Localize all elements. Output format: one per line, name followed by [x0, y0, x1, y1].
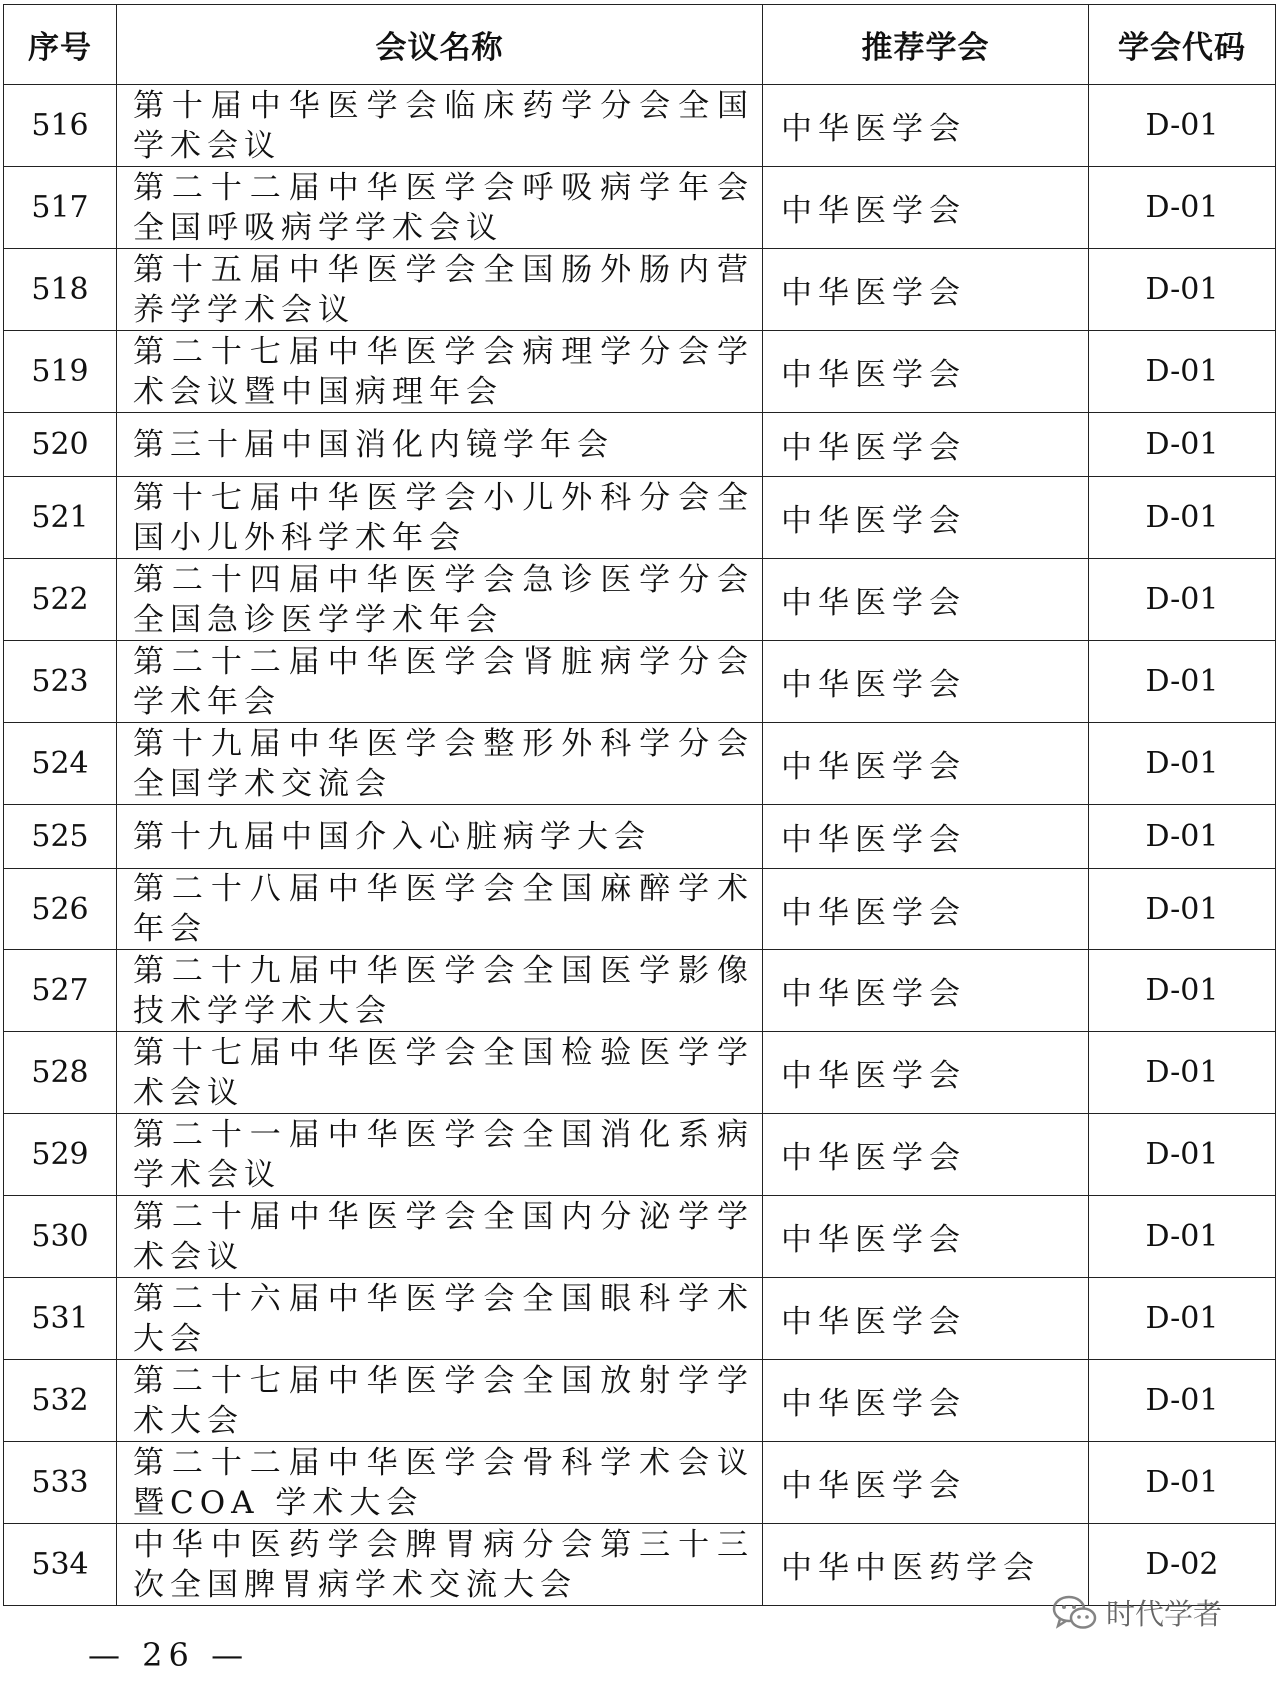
row-conference-name: 第十九届中国介入心脏病学大会 [117, 805, 763, 869]
table-row [4, 869, 1276, 950]
row-code: D-01 [1089, 249, 1276, 331]
row-conference-name: 第三十届中国消化内镜学年会 [117, 413, 763, 477]
wechat-icon [1052, 1594, 1098, 1632]
row-code: D-01 [1089, 641, 1276, 723]
row-code: D-01 [1089, 1032, 1276, 1114]
table-header [4, 5, 1276, 85]
row-society: 中华中医药学会 [763, 1524, 1089, 1606]
row-code: D-02 [1089, 1524, 1276, 1606]
row-code: D-01 [1089, 85, 1276, 167]
row-conference-name: 第十五届中华医学会全国肠外肠内营养学学术会议 [117, 249, 763, 331]
conference-table [3, 4, 1276, 1606]
row-conference-name: 第二十届中华医学会全国内分泌学学术会议 [117, 1196, 763, 1278]
row-code: D-01 [1089, 1196, 1276, 1278]
row-index: 527 [4, 950, 117, 1032]
row-society: 中华医学会 [763, 723, 1089, 805]
row-society: 中华医学会 [763, 1278, 1089, 1360]
row-society: 中华医学会 [763, 869, 1089, 950]
row-index: 528 [4, 1032, 117, 1114]
page-number: — 26 — [88, 1636, 250, 1674]
row-code: D-01 [1089, 477, 1276, 559]
table-row [4, 1196, 1276, 1278]
row-society: 中华医学会 [763, 477, 1089, 559]
watermark-text: 时代学者 [1106, 1597, 1223, 1631]
table-row [4, 413, 1276, 477]
table-row [4, 167, 1276, 249]
row-code: D-01 [1089, 331, 1276, 413]
header-name: 会议名称 [117, 5, 763, 85]
row-code: D-01 [1089, 1442, 1276, 1524]
row-society: 中华医学会 [763, 167, 1089, 249]
row-conference-name: 第十七届中华医学会小儿外科分会全国小儿外科学术年会 [117, 477, 763, 559]
table-row [4, 249, 1276, 331]
header-index: 序号 [4, 5, 117, 85]
row-society: 中华医学会 [763, 1442, 1089, 1524]
table-row [4, 1360, 1276, 1442]
row-index: 518 [4, 249, 117, 331]
row-index: 522 [4, 559, 117, 641]
row-code: D-01 [1089, 869, 1276, 950]
row-index: 517 [4, 167, 117, 249]
row-code: D-01 [1089, 1114, 1276, 1196]
row-society: 中华医学会 [763, 805, 1089, 869]
row-index: 524 [4, 723, 117, 805]
row-conference-name: 第十九届中华医学会整形外科学分会全国学术交流会 [117, 723, 763, 805]
row-society: 中华医学会 [763, 249, 1089, 331]
header-code: 学会代码 [1089, 5, 1276, 85]
header-row [4, 5, 1276, 85]
document-page [3, 4, 1275, 1606]
row-conference-name: 第二十九届中华医学会全国医学影像技术学学术大会 [117, 950, 763, 1032]
row-code: D-01 [1089, 723, 1276, 805]
row-conference-name: 第二十八届中华医学会全国麻醉学术年会 [117, 869, 763, 950]
row-conference-name: 第二十二届中华医学会呼吸病学年会全国呼吸病学学术会议 [117, 167, 763, 249]
row-conference-name: 第二十二届中华医学会骨科学术会议暨COA 学术大会 [117, 1442, 763, 1524]
row-society: 中华医学会 [763, 559, 1089, 641]
row-index: 529 [4, 1114, 117, 1196]
row-society: 中华医学会 [763, 1360, 1089, 1442]
table-row [4, 1442, 1276, 1524]
row-conference-name: 第二十一届中华医学会全国消化系病学术会议 [117, 1114, 763, 1196]
row-index: 521 [4, 477, 117, 559]
row-index: 516 [4, 85, 117, 167]
row-index: 523 [4, 641, 117, 723]
table-row [4, 1032, 1276, 1114]
table-row [4, 477, 1276, 559]
row-conference-name: 第十届中华医学会临床药学分会全国学术会议 [117, 85, 763, 167]
row-code: D-01 [1089, 1360, 1276, 1442]
row-index: 526 [4, 869, 117, 950]
row-code: D-01 [1089, 950, 1276, 1032]
table-body [4, 85, 1276, 1606]
row-society: 中华医学会 [763, 950, 1089, 1032]
row-index: 531 [4, 1278, 117, 1360]
row-index: 534 [4, 1524, 117, 1606]
row-code: D-01 [1089, 1278, 1276, 1360]
row-code: D-01 [1089, 413, 1276, 477]
row-conference-name: 第二十七届中华医学会全国放射学学术大会 [117, 1360, 763, 1442]
row-society: 中华医学会 [763, 413, 1089, 477]
row-society: 中华医学会 [763, 1114, 1089, 1196]
row-society: 中华医学会 [763, 331, 1089, 413]
table-row [4, 559, 1276, 641]
table-row [4, 950, 1276, 1032]
row-index: 530 [4, 1196, 117, 1278]
row-code: D-01 [1089, 167, 1276, 249]
table-row [4, 723, 1276, 805]
table-row [4, 641, 1276, 723]
header-society: 推荐学会 [763, 5, 1089, 85]
row-conference-name: 第十七届中华医学会全国检验医学学术会议 [117, 1032, 763, 1114]
table-row [4, 85, 1276, 167]
row-conference-name: 第二十六届中华医学会全国眼科学术大会 [117, 1278, 763, 1360]
row-society: 中华医学会 [763, 85, 1089, 167]
row-index: 519 [4, 331, 117, 413]
row-society: 中华医学会 [763, 641, 1089, 723]
row-society: 中华医学会 [763, 1032, 1089, 1114]
row-conference-name: 第二十二届中华医学会肾脏病学分会学术年会 [117, 641, 763, 723]
table-row [4, 331, 1276, 413]
table-row [4, 1278, 1276, 1360]
row-index: 532 [4, 1360, 117, 1442]
wechat-watermark [1052, 1592, 1222, 1633]
row-conference-name: 中华中医药学会脾胃病分会第三十三次全国脾胃病学术交流大会 [117, 1524, 763, 1606]
row-index: 520 [4, 413, 117, 477]
row-society: 中华医学会 [763, 1196, 1089, 1278]
row-conference-name: 第二十七届中华医学会病理学分会学术会议暨中国病理年会 [117, 331, 763, 413]
row-code: D-01 [1089, 805, 1276, 869]
row-index: 525 [4, 805, 117, 869]
row-conference-name: 第二十四届中华医学会急诊医学分会全国急诊医学学术年会 [117, 559, 763, 641]
table-row [4, 805, 1276, 869]
table-row [4, 1114, 1276, 1196]
row-index: 533 [4, 1442, 117, 1524]
row-code: D-01 [1089, 559, 1276, 641]
